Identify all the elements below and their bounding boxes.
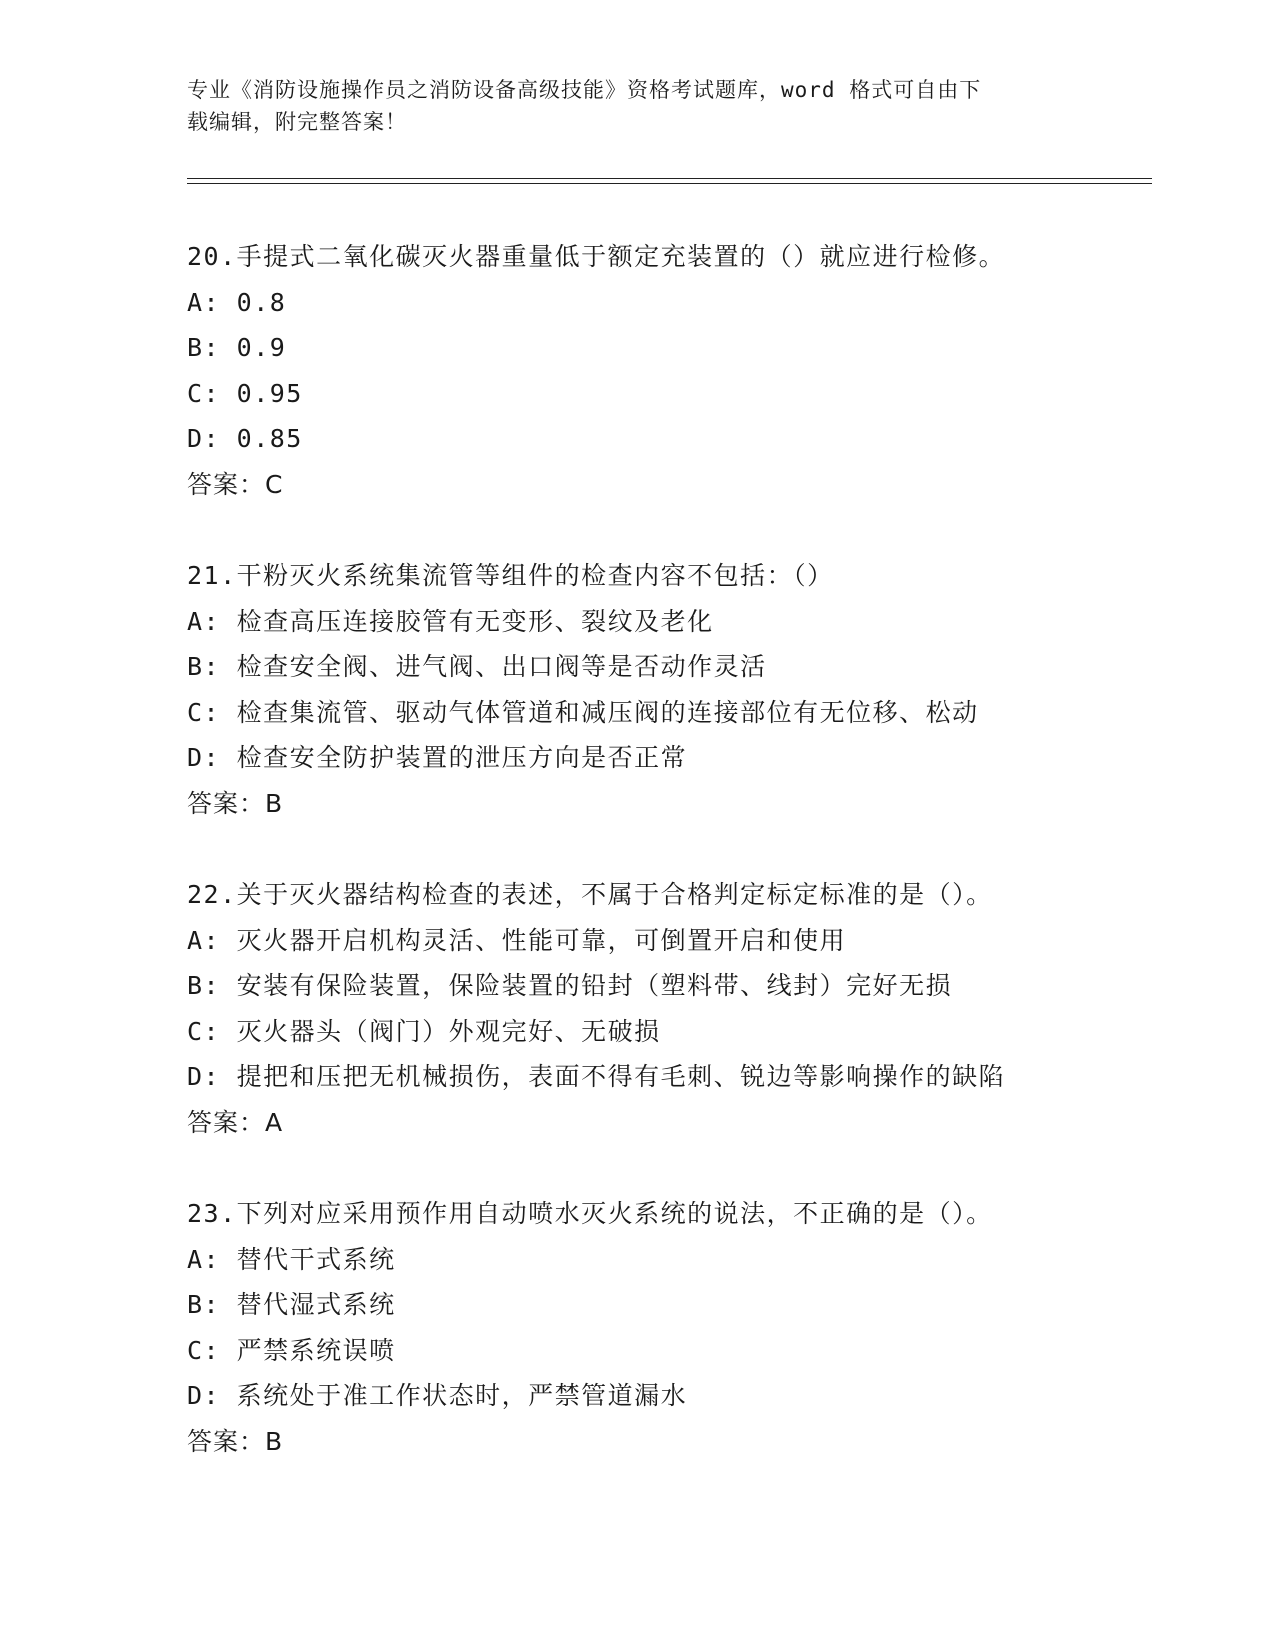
- option-a: A: 灭火器开启机构灵活、性能可靠，可倒置开启和使用: [187, 925, 847, 955]
- header-divider-bottom: [187, 183, 1152, 184]
- option-c: C: 灭火器头（阀门）外观完好、无破损: [187, 1016, 661, 1046]
- option-b: B: 检查安全阀、进气阀、出口阀等是否动作灵活: [187, 652, 767, 681]
- answer: 答案：C: [187, 469, 284, 499]
- option-d: D: 系统处于准工作状态时，严禁管道漏水: [187, 1381, 688, 1410]
- document-header: [187, 74, 1067, 138]
- option-b: B: 替代湿式系统: [187, 1290, 396, 1319]
- question-20: [187, 234, 1147, 507]
- question-21: [187, 553, 1147, 826]
- option-b: B: 0.9: [187, 333, 287, 362]
- option-d: D: 0.85: [187, 424, 303, 453]
- option-c: C: 严禁系统误喷: [187, 1335, 396, 1365]
- option-d: D: 提把和压把无机械损伤，表面不得有毛刺、锐边等影响操作的缺陷: [187, 1062, 1006, 1091]
- option-b: B: 安装有保险装置，保险装置的铅封（塑料带、线封）完好无损: [187, 971, 953, 1000]
- question-title: 20.手提式二氧化碳灭火器重量低于额定充装置的（）就应进行检修。: [187, 242, 1006, 271]
- option-c: C: 检查集流管、驱动气体管道和减压阀的连接部位有无位移、松动: [187, 697, 979, 727]
- question-title: 23.下列对应采用预作用自动喷水灭火系统的说法，不正确的是（）。: [187, 1199, 993, 1228]
- option-a: A: 替代干式系统: [187, 1244, 396, 1274]
- question-22: [187, 872, 1147, 1145]
- question-23: [187, 1191, 1147, 1464]
- header-divider-top: [187, 178, 1152, 179]
- option-a: A: 检查高压连接胶管有无变形、裂纹及老化: [187, 606, 714, 636]
- header-line-1: 专业《消防设施操作员之消防设备高级技能》资格考试题库，word 格式可自由下: [187, 78, 982, 102]
- question-title: 21.干粉灭火系统集流管等组件的检查内容不包括：（）: [187, 561, 834, 590]
- answer: 答案：B: [187, 1426, 284, 1456]
- answer: 答案：A: [187, 1107, 284, 1137]
- answer: 答案：B: [187, 788, 284, 818]
- option-a: A: 0.8: [187, 287, 287, 317]
- option-c: C: 0.95: [187, 378, 303, 408]
- header-line-2: 载编辑，附完整答案！: [187, 110, 407, 134]
- option-d: D: 检查安全防护装置的泄压方向是否正常: [187, 743, 688, 772]
- question-title: 22.关于灭火器结构检查的表述，不属于合格判定标定标准的是（）。: [187, 880, 993, 909]
